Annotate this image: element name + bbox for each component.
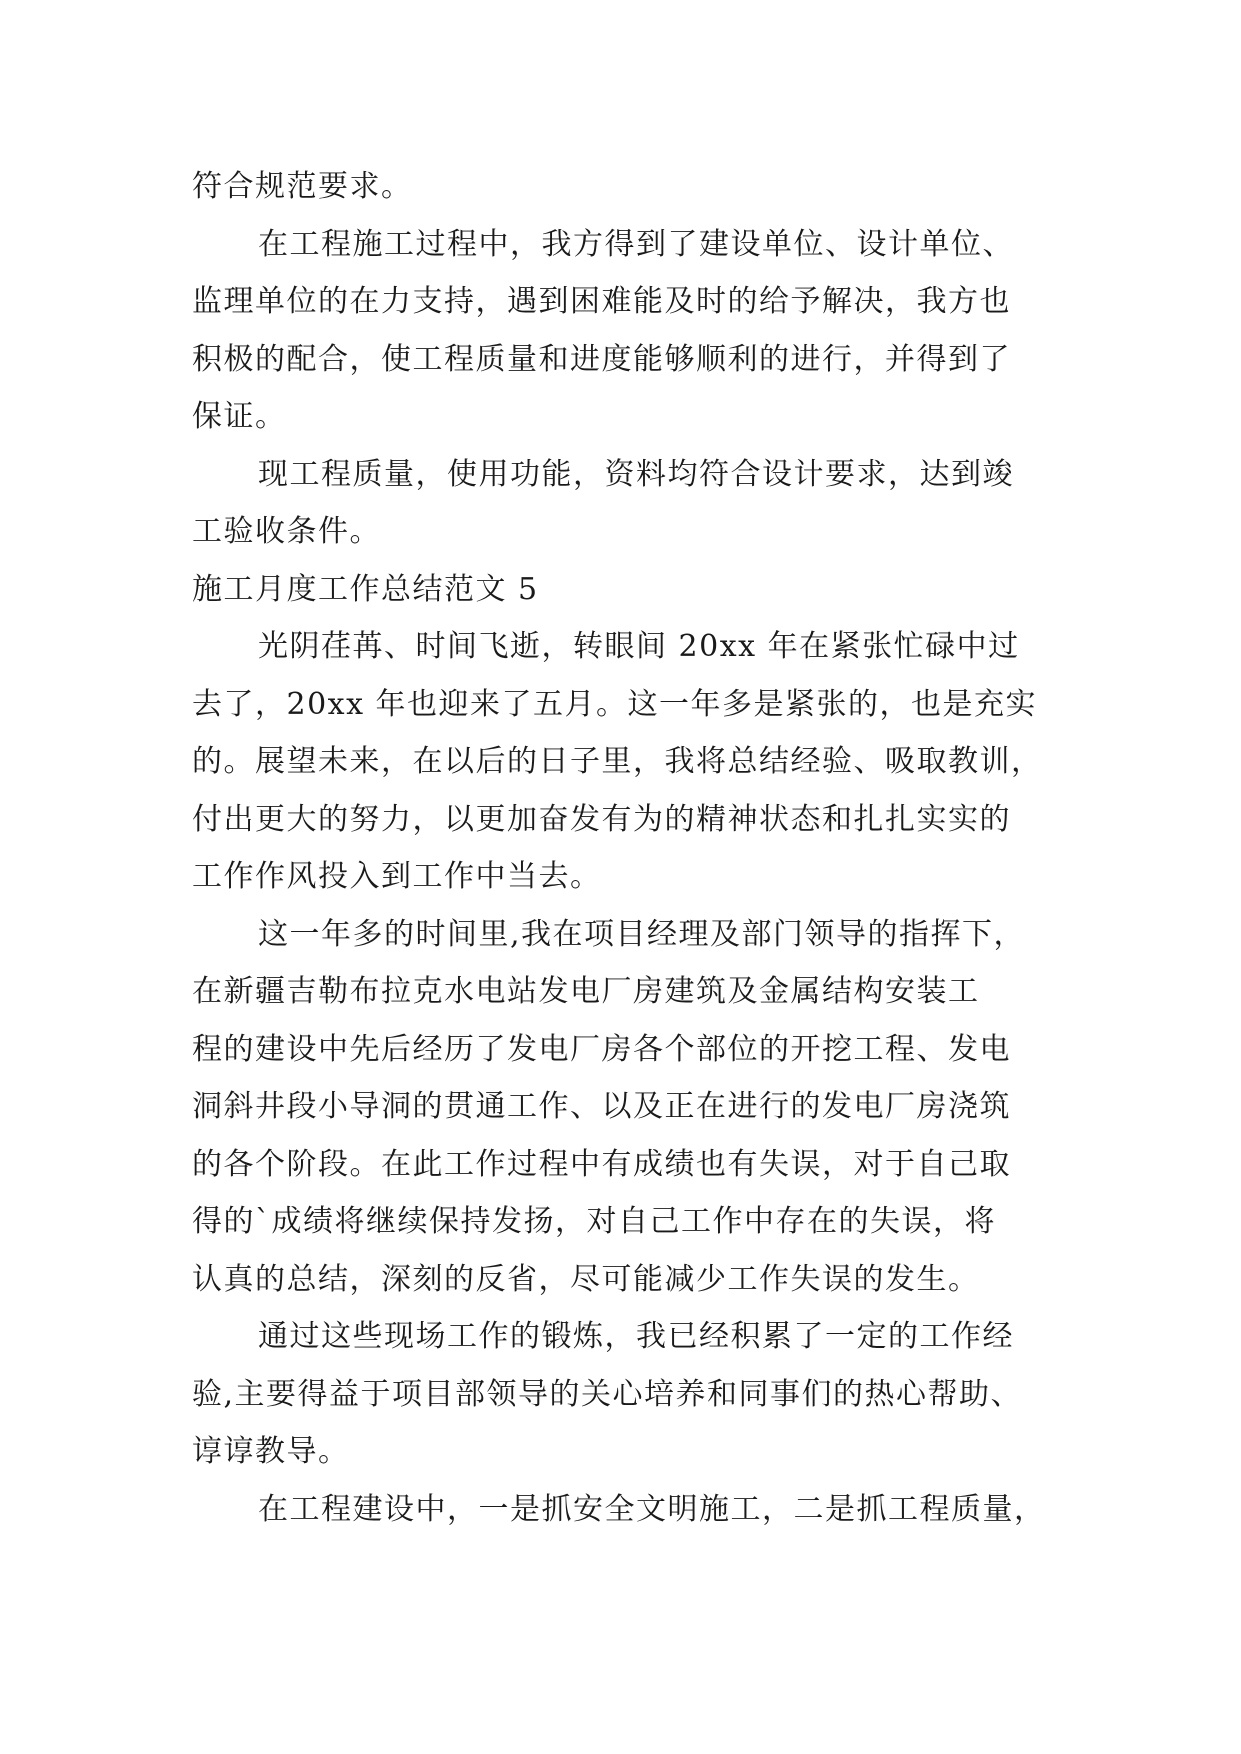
- text-line: 在新疆吉勒布拉克水电站发电厂房建筑及金属结构安装工: [192, 974, 980, 1009]
- text-line: 洞斜井段小导洞的贯通工作、以及正在进行的发电厂房浇筑: [192, 1089, 1011, 1124]
- text-line: 光阴荏苒、时间飞逝，转眼间 20xx 年在紧张忙碌中过: [258, 629, 1020, 664]
- text-line: 在工程施工过程中，我方得到了建设单位、设计单位、: [258, 226, 1014, 262]
- text-line: 现工程质量，使用功能，资料均符合设计要求，达到竣: [258, 456, 1014, 492]
- text-line: 积极的配合，使工程质量和进度能够顺利的进行，并得到了: [192, 341, 1011, 377]
- text-line: 验,主要得益于项目部领导的关心培养和同事们的热心帮助、: [192, 1376, 1023, 1412]
- text-line: 谆谆教导。: [192, 1434, 350, 1469]
- text-line: 这一年多的时间里,我在项目经理及部门领导的指挥下，: [258, 916, 1026, 952]
- text-line: 在工程建设中，一是抓安全文明施工，二是抓工程质量，: [258, 1491, 1046, 1527]
- text-line: 去了，20xx 年也迎来了五月。这一年多是紧张的，也是充实: [192, 686, 1038, 722]
- text-line: 程的建设中先后经历了发电厂房各个部位的开挖工程、发电: [192, 1031, 1011, 1067]
- text-line: 付出更大的努力，以更加奋发有为的精神状态和扎扎实实的: [192, 801, 1011, 837]
- text-line: 认真的总结，深刻的反省，尽可能减少工作失误的发生。: [192, 1261, 980, 1297]
- text-line: 工验收条件。: [192, 514, 381, 549]
- section-heading: 施工月度工作总结范文 5: [192, 571, 539, 607]
- text-line: 得的`成绩将继续保持发扬，对自己工作中存在的失误，将: [192, 1204, 996, 1239]
- text-line: 工作作风投入到工作中当去。: [192, 859, 602, 894]
- text-line: 的各个阶段。在此工作过程中有成绩也有失误，对于自己取: [192, 1146, 1011, 1182]
- text-line: 通过这些现场工作的锻炼，我已经积累了一定的工作经: [258, 1319, 1014, 1354]
- document-body: [192, 158, 1072, 1538]
- text-line: 符合规范要求。: [192, 169, 413, 204]
- text-line: 监理单位的在力支持，遇到困难能及时的给予解决，我方也: [192, 284, 1011, 319]
- text-line: 保证。: [192, 399, 287, 434]
- text-line: 的。展望未来，在以后的日子里，我将总结经验、吸取教训，: [192, 744, 1043, 779]
